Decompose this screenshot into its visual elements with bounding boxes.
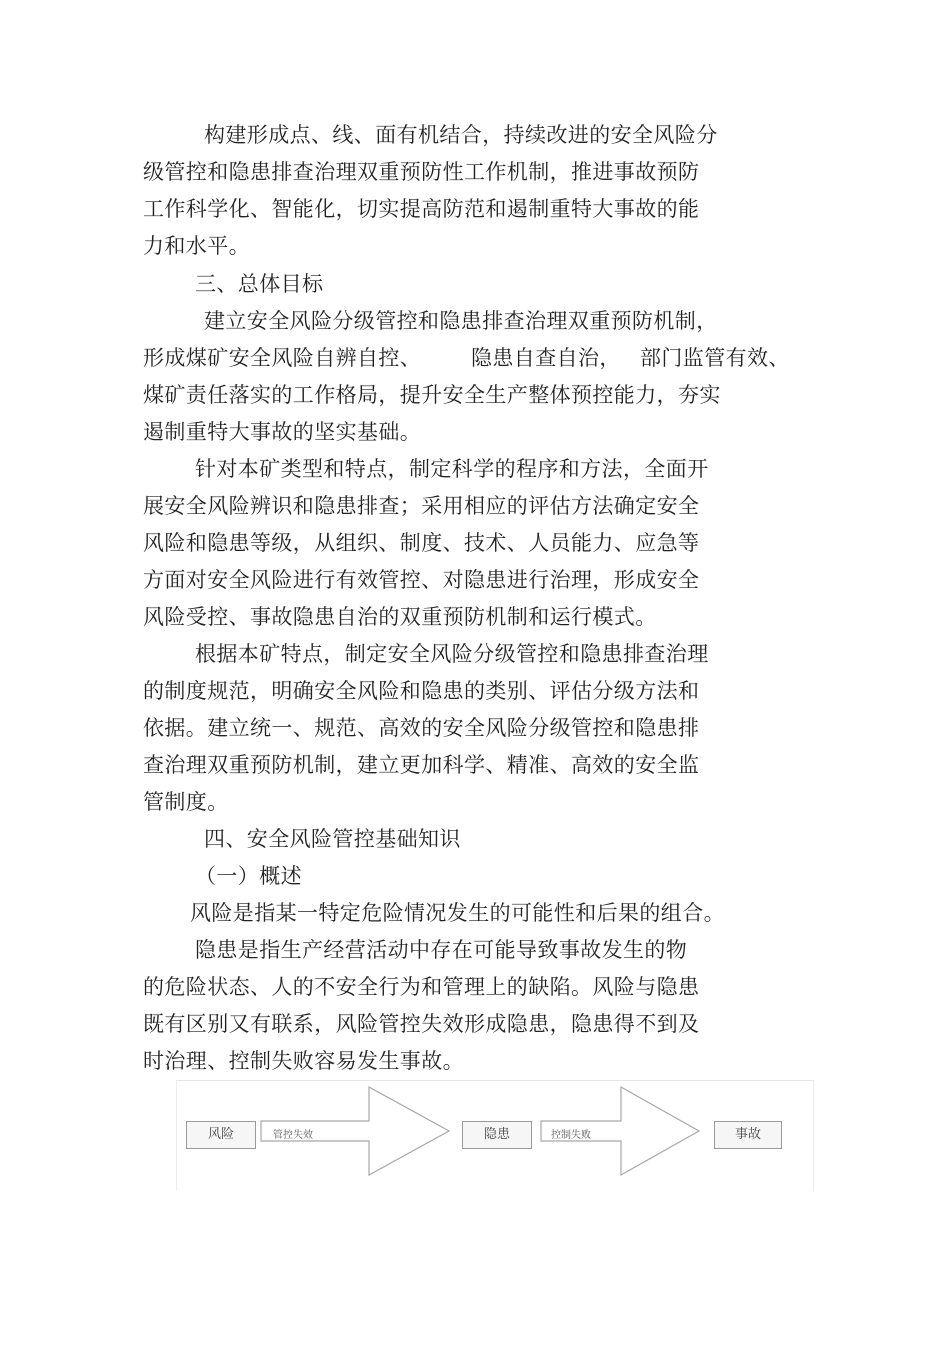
paragraph-line: 工作科学化、智能化，切实提高防范和遏制重特大事故的能 [143,197,700,221]
flow-node-hazard: 隐患 [462,1121,532,1149]
risk-flow-diagram [176,1080,814,1191]
section-heading: 三、总体目标 [195,272,324,296]
paragraph-line: 力和水平。 [143,234,250,258]
section-heading: 四、安全风险管控基础知识 [204,827,461,851]
flow-arrow-label: 控制失败 [551,1130,591,1141]
paragraph-line: 风险受控、事故隐患自治的双重预防机制和运行模式。 [143,605,657,629]
paragraph-line: 管制度。 [143,790,229,814]
flow-node-accident: 事故 [714,1121,782,1149]
flow-arrow-label: 管控失效 [273,1130,313,1141]
paragraph-line: 查治理双重预防机制，建立更加科学、精准、高效的安全监 [143,753,700,777]
paragraph-line: 遏制重特大事故的坚实基础。 [143,420,422,444]
paragraph-line: 针对本矿类型和特点，制定科学的程序和方法，全面开 [195,457,709,481]
paragraph-line: 建立安全风险分级管控和隐患排查治理双重预防机制， [204,309,718,333]
paragraph-line: 风险是指某一特定危险情况发生的可能性和后果的组合。 [190,901,725,925]
flow-node-risk: 风险 [186,1121,256,1149]
paragraph-line: 的危险状态、人的不安全行为和管理上的缺陷。风险与隐患 [143,975,700,999]
paragraph-line: 依据。建立统一、规范、高效的安全风险分级管控和隐患排 [143,716,700,740]
paragraph-line: 既有区别又有联系，风险管控失效形成隐患，隐患得不到及 [143,1012,700,1036]
paragraph-line: 构建形成点、线、面有机结合，持续改进的安全风险分 [204,123,718,147]
paragraph-line: 隐患自查自治， [471,346,621,370]
paragraph-line: 风险和隐患等级，从组织、制度、技术、人员能力、应急等 [143,531,700,555]
paragraph-line: 部门监管有效、 [640,346,790,370]
paragraph-line: 根据本矿特点，制定安全风险分级管控和隐患排查治理 [195,642,709,666]
paragraph-line: 形成煤矿安全风险自辨自控、 [143,346,422,370]
paragraph-line: 方面对安全风险进行有效管控、对隐患进行治理，形成安全 [143,568,700,592]
paragraph-line: 展安全风险辨识和隐患排查；采用相应的评估方法确定安全 [143,494,700,518]
paragraph-line: 煤矿责任落实的工作格局，提升安全生产整体预控能力，夯实 [143,383,721,407]
paragraph-line: 的制度规范，明确安全风险和隐患的类别、评估分级方法和 [143,679,700,703]
paragraph-line: 时治理、控制失败容易发生事故。 [143,1049,464,1073]
subsection-heading: （一）概述 [195,864,302,888]
paragraph-line: 隐患是指生产经营活动中存在可能导致事故发生的物 [195,938,688,962]
paragraph-line: 级管控和隐患排查治理双重预防性工作机制，推进事故预防 [143,160,700,184]
